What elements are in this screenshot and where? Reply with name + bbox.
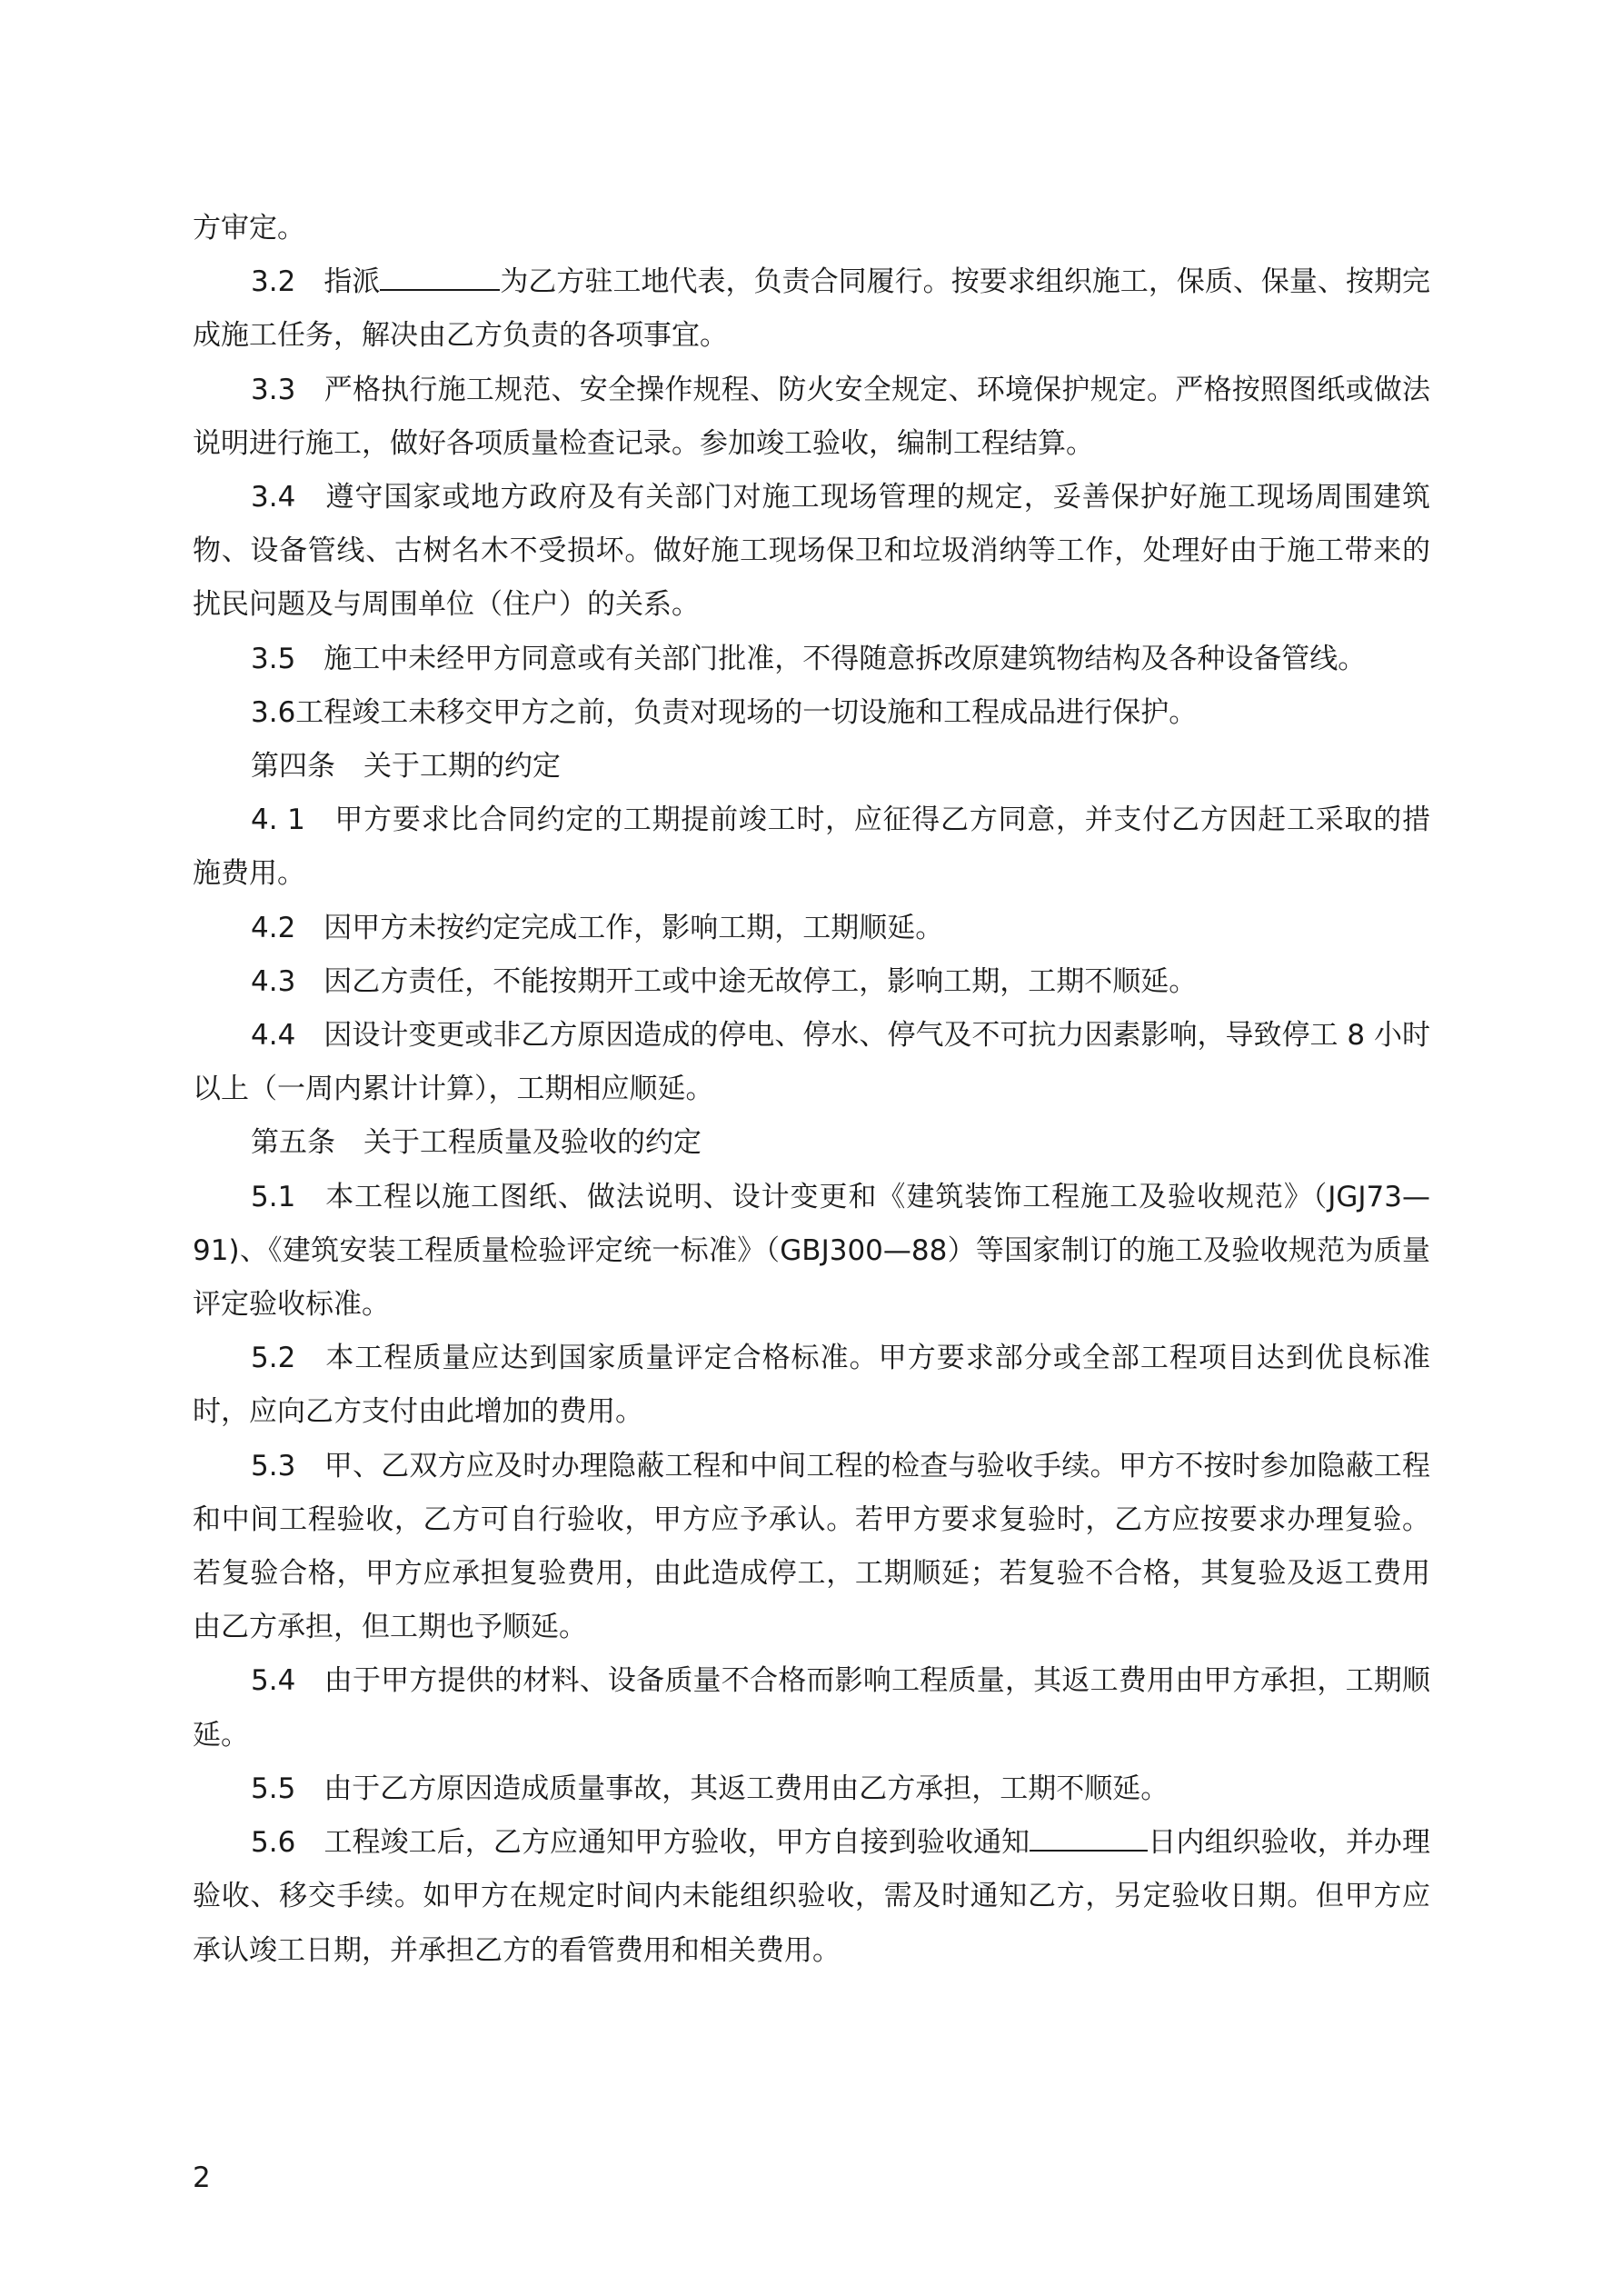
article-5-heading: 第五条 关于工程质量及验收的约定 [251, 1126, 702, 1160]
acceptance-days-blank[interactable] [1030, 1822, 1148, 1852]
clause-3-2 [193, 255, 1430, 363]
clause-5-6 [193, 1816, 1430, 1978]
clause-5-4: 5.4 由于甲方提供的材料、设备质量不合格而影响工程质量，其返工费用由甲方承担，工期顺延。 [193, 1664, 1430, 1752]
clause-4-4: 4.4 因设计变更或非乙方原因造成的停电、停水、停气及不可抗力因素影响，导致停工 8 小时以上（一周内累计计算），工期相应顺延。 [193, 1019, 1430, 1106]
article-4-heading: 第四条 关于工期的约定 [251, 750, 561, 784]
clause-5-1: 5.1 本工程以施工图纸、做法说明、设计变更和《建筑装饰工程施工及验收规范》（JGJ73—91)、《建筑安装工程质量检验评定统一标准》（GBJ300—88）等国家制订的施工及验收规范为质量评定验收标准。 [193, 1180, 1430, 1322]
clause-3-6: 3.6工程竣工未移交甲方之前，负责对现场的一切设施和工程成品进行保护。 [251, 695, 1198, 729]
clause-5-5: 5.5 由于乙方原因造成质量事故，其返工费用由乙方承担，工期不顺延。 [251, 1772, 1169, 1805]
clause-4-1: 4. 1 甲方要求比合同约定的工期提前竣工时，应征得乙方同意，并支付乙方因赶工采取的措施费用。 [193, 804, 1430, 891]
paragraph-continuation: 方审定。 [193, 212, 305, 245]
page-number: 2 [193, 2161, 211, 2194]
clause-4-3: 4.3 因乙方责任，不能按期开工或中途无故停工，影响工期，工期不顺延。 [251, 964, 1198, 998]
clause-3-2-end: 为乙方驻工地代表，负责合同履行。按要求组织施工，保质、保量、按期完成施工任务，解决由乙方负责的各项事宜。 [193, 265, 1430, 353]
clause-3-2-start: 3.2 指派 [251, 265, 381, 299]
clause-4-2: 4.2 因甲方未按约定完成工作，影响工期，工期顺延。 [251, 911, 944, 944]
clause-5-2: 5.2 本工程质量应达到国家质量评定合格标准。甲方要求部分或全部工程项目达到优良标准时，应向乙方支付由此增加的费用。 [193, 1342, 1430, 1429]
clause-3-5: 3.5 施工中未经甲方同意或有关部门批准，不得随意拆改原建筑物结构及各种设备管线。 [251, 642, 1367, 675]
clause-3-4: 3.4 遵守国家或地方政府及有关部门对施工现场管理的规定，妥善保护好施工现场周围建筑物、设备管线、古树名木不受损坏。做好施工现场保卫和垃圾消纳等工作，处理好由于施工带来的扰民问题及与周围单位（住户）的关系。 [193, 481, 1430, 622]
clause-5-6-start: 5.6 工程竣工后，乙方应通知甲方验收，甲方自接到验收通知 [251, 1826, 1030, 1860]
document-body [193, 202, 1430, 1978]
clause-5-3: 5.3 甲、乙双方应及时办理隐蔽工程和中间工程的检查与验收手续。甲方不按时参加隐蔽工程和中间工程验收，乙方可自行验收，甲方应予承认。若甲方要求复验时，乙方应按要求办理复验。若复验合格，甲方应承担复验费用，由此造成停工，工期顺延；若复验不合格，其复验及返工费用由乙方承担，但工期也予顺延。 [193, 1449, 1430, 1644]
clause-5-6-end: 日内组织验收，并办理验收、移交手续。如甲方在规定时间内未能组织验收，需及时通知乙方，另定验收日期。但甲方应承认竣工日期，并承担乙方的看管费用和相关费用。 [193, 1826, 1430, 1967]
site-representative-blank[interactable] [380, 262, 500, 291]
clause-3-3: 3.3 严格执行施工规范、安全操作规程、防火安全规定、环境保护规定。严格按照图纸或做法说明进行施工，做好各项质量检查记录。参加竣工验收，编制工程结算。 [193, 373, 1430, 460]
